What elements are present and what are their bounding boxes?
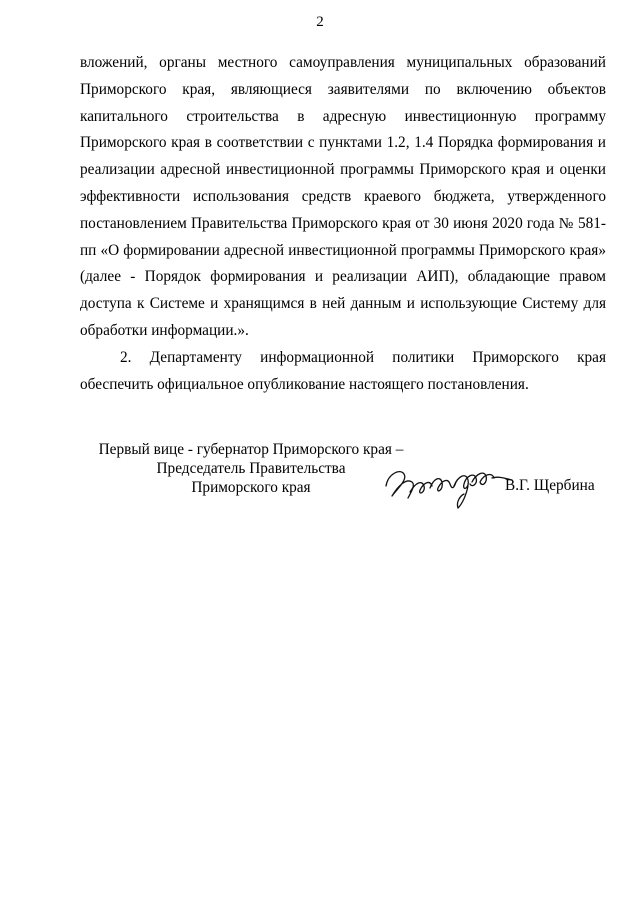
- signatory-name: В.Г. Щербина: [505, 477, 595, 494]
- handwritten-signature: [380, 452, 520, 512]
- paragraph-item-2: 2. Департаменту информационной политики Приморского края обеспечить официальное опубликование настоящего постановления.: [80, 348, 606, 393]
- page-number: 2: [316, 14, 324, 30]
- signatory-position: [96, 440, 406, 497]
- body-text: [80, 50, 606, 398]
- signatory-position-line: Приморского края: [191, 479, 311, 496]
- signatory-position-line: Председатель Правительства: [156, 460, 346, 477]
- paragraph-continuation: вложений, органы местного самоуправления муниципальных образований Приморского края, являющиеся заявителями по включению объектов капитального строительства в адресную инвестиционную программу Приморского края в соответствии с пунктами 1.2, 1.4 Порядка формирования и реализации адресной инвестиционной программы Приморского края и оценки эффективности использования средств краевого бюджета, утвержденного постановлением Правительства Приморского края от 30 июня 2020 года № 581-пп «О формировании адресной инвестиционной программы Приморского края» (далее - Порядок формирования и реализации АИП), обладающие правом доступа к Системе и хранящимся в ней данным и использующие Систему для обработки информации.».: [80, 54, 606, 339]
- signatory-position-line: Первый вице - губернатор Приморского края –: [98, 441, 404, 458]
